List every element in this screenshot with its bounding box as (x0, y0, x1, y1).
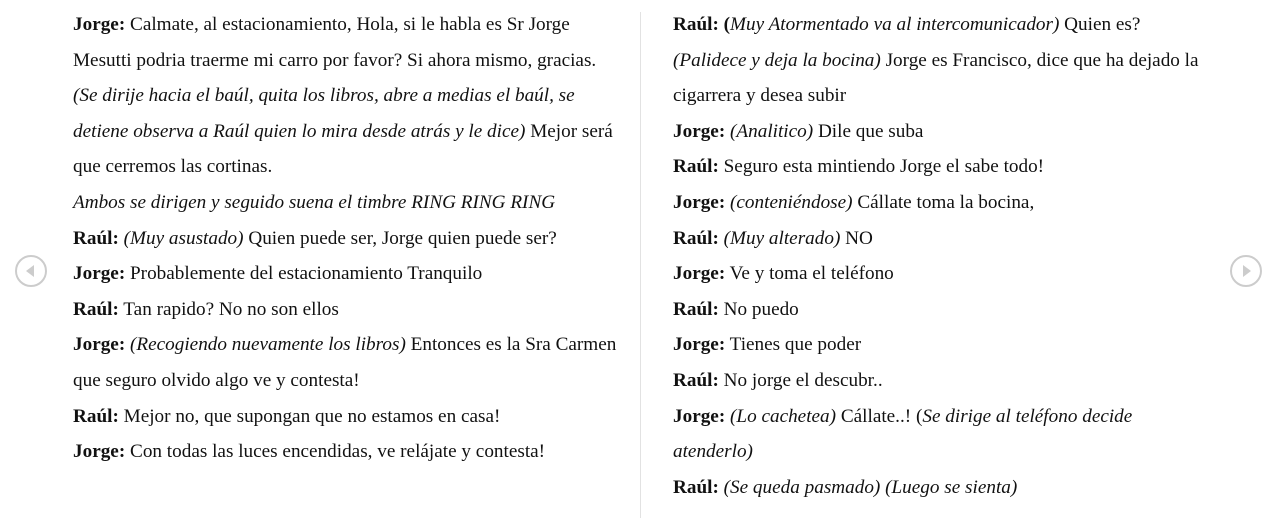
dialogue-text: Seguro esta mintiendo Jorge el sabe todo! (718, 156, 1045, 178)
speaker-name: Jorge: (73, 14, 126, 35)
script-line (673, 221, 1213, 257)
script-line (673, 292, 1213, 328)
dialogue-text: Cállate..! ( (836, 405, 923, 427)
page-divider (640, 12, 641, 518)
script-line (673, 470, 1213, 506)
speaker-name: Raúl: (73, 405, 119, 427)
script-line (73, 399, 618, 435)
speaker-name: Raúl: (673, 369, 719, 391)
stage-direction: (Se queda pasmado) (Luego se sienta) (723, 476, 1018, 498)
next-page-button[interactable] (1230, 255, 1262, 287)
speaker-name: Jorge: (73, 334, 126, 356)
dialogue-text: Tienes que poder (725, 334, 862, 356)
stage-direction: Ambos se dirigen y seguido suena el timbre RING RING RING (73, 191, 556, 213)
dialogue-text: Ve y toma el teléfono (725, 263, 894, 285)
dialogue-text: Quien puede ser, Jorge quien puede ser? (243, 227, 557, 249)
script-line (673, 185, 1213, 221)
stage-direction: Muy Atormentado va al intercomunicador) (730, 14, 1060, 35)
stage-direction: (Recogiendo nuevamente los libros) (130, 334, 406, 356)
speaker-name: Raúl: (73, 298, 119, 320)
dialogue-text: Mejor no, que supongan que no estamos en casa! (118, 405, 501, 427)
triangle-right-icon (1232, 257, 1260, 285)
speaker-name: Jorge: (673, 263, 726, 285)
script-line (673, 149, 1213, 185)
stage-direction: Se dirige al teléfono decide atenderlo) (673, 405, 1133, 463)
dialogue-text: NO (840, 227, 873, 249)
stage-direction: (Muy alterado) (723, 227, 841, 249)
script-line (73, 434, 618, 470)
speaker-name: Jorge: (73, 441, 126, 463)
script-line (673, 327, 1213, 363)
right-page (673, 7, 1213, 518)
left-page (73, 7, 618, 518)
script-line (673, 399, 1213, 470)
dialogue-text: Calmate, al estacionamiento, Hola, si le habla es Sr Jorge Mesutti podria traerme mi carro por favor? Si ahora mismo, gracias. (73, 14, 597, 71)
dialogue-text: No puedo (718, 298, 799, 320)
speaker-name: Raúl: (73, 227, 119, 249)
script-line (73, 7, 618, 185)
stage-direction: (Muy asustado) (123, 227, 244, 249)
dialogue-text: No jorge el descubr.. (718, 369, 883, 391)
dialogue-text: Quien es? (1059, 14, 1141, 35)
script-line (673, 114, 1213, 150)
stage-direction: (Palidece y deja la bocina) (673, 49, 881, 71)
speaker-name: Raúl: ( (673, 14, 731, 35)
dialogue-text: Jorge es Francisco, dice que ha dejado la cigarrera y desea subir (673, 49, 1199, 107)
script-line (73, 185, 618, 221)
script-line (73, 327, 618, 398)
speaker-name: Raúl: (673, 227, 719, 249)
dialogue-text: Probablemente del estacionamiento Tranquilo (125, 263, 483, 285)
dialogue-text: Tan rapido? No no son ellos (118, 298, 339, 320)
dialogue-text: Mejor será que cerremos las cortinas. (73, 120, 613, 178)
triangle-left-icon (17, 257, 45, 285)
stage-direction: (conteniéndose) (730, 191, 853, 213)
speaker-name: Jorge: (73, 263, 126, 285)
script-line (73, 256, 618, 292)
script-line (673, 363, 1213, 399)
speaker-name: Raúl: (673, 476, 719, 498)
speaker-name: Jorge: (673, 191, 726, 213)
speaker-name: Jorge: (673, 405, 726, 427)
script-line (673, 7, 1213, 114)
stage-direction: (Se dirije hacia el baúl, quita los libros, abre a medias el baúl, se detiene observa a Raúl quien lo mira desde atrás y le dice) (73, 85, 575, 142)
speaker-name: Raúl: (673, 156, 719, 178)
dialogue-text: Cállate toma la bocina, (852, 191, 1035, 213)
dialogue-text: Entonces es la Sra Carmen que seguro olvido algo ve y contesta! (73, 334, 617, 391)
dialogue-text: Con todas las luces encendidas, ve relájate y contesta! (125, 441, 546, 463)
script-line (73, 221, 618, 257)
previous-page-button[interactable] (15, 255, 47, 287)
script-line (673, 256, 1213, 292)
stage-direction: (Analitico) (730, 120, 814, 142)
stage-direction: (Lo cachetea) (730, 405, 837, 427)
script-line (73, 292, 618, 328)
speaker-name: Jorge: (673, 334, 726, 356)
dialogue-text: Dile que suba (813, 120, 924, 142)
speaker-name: Jorge: (673, 120, 726, 142)
speaker-name: Raúl: (673, 298, 719, 320)
